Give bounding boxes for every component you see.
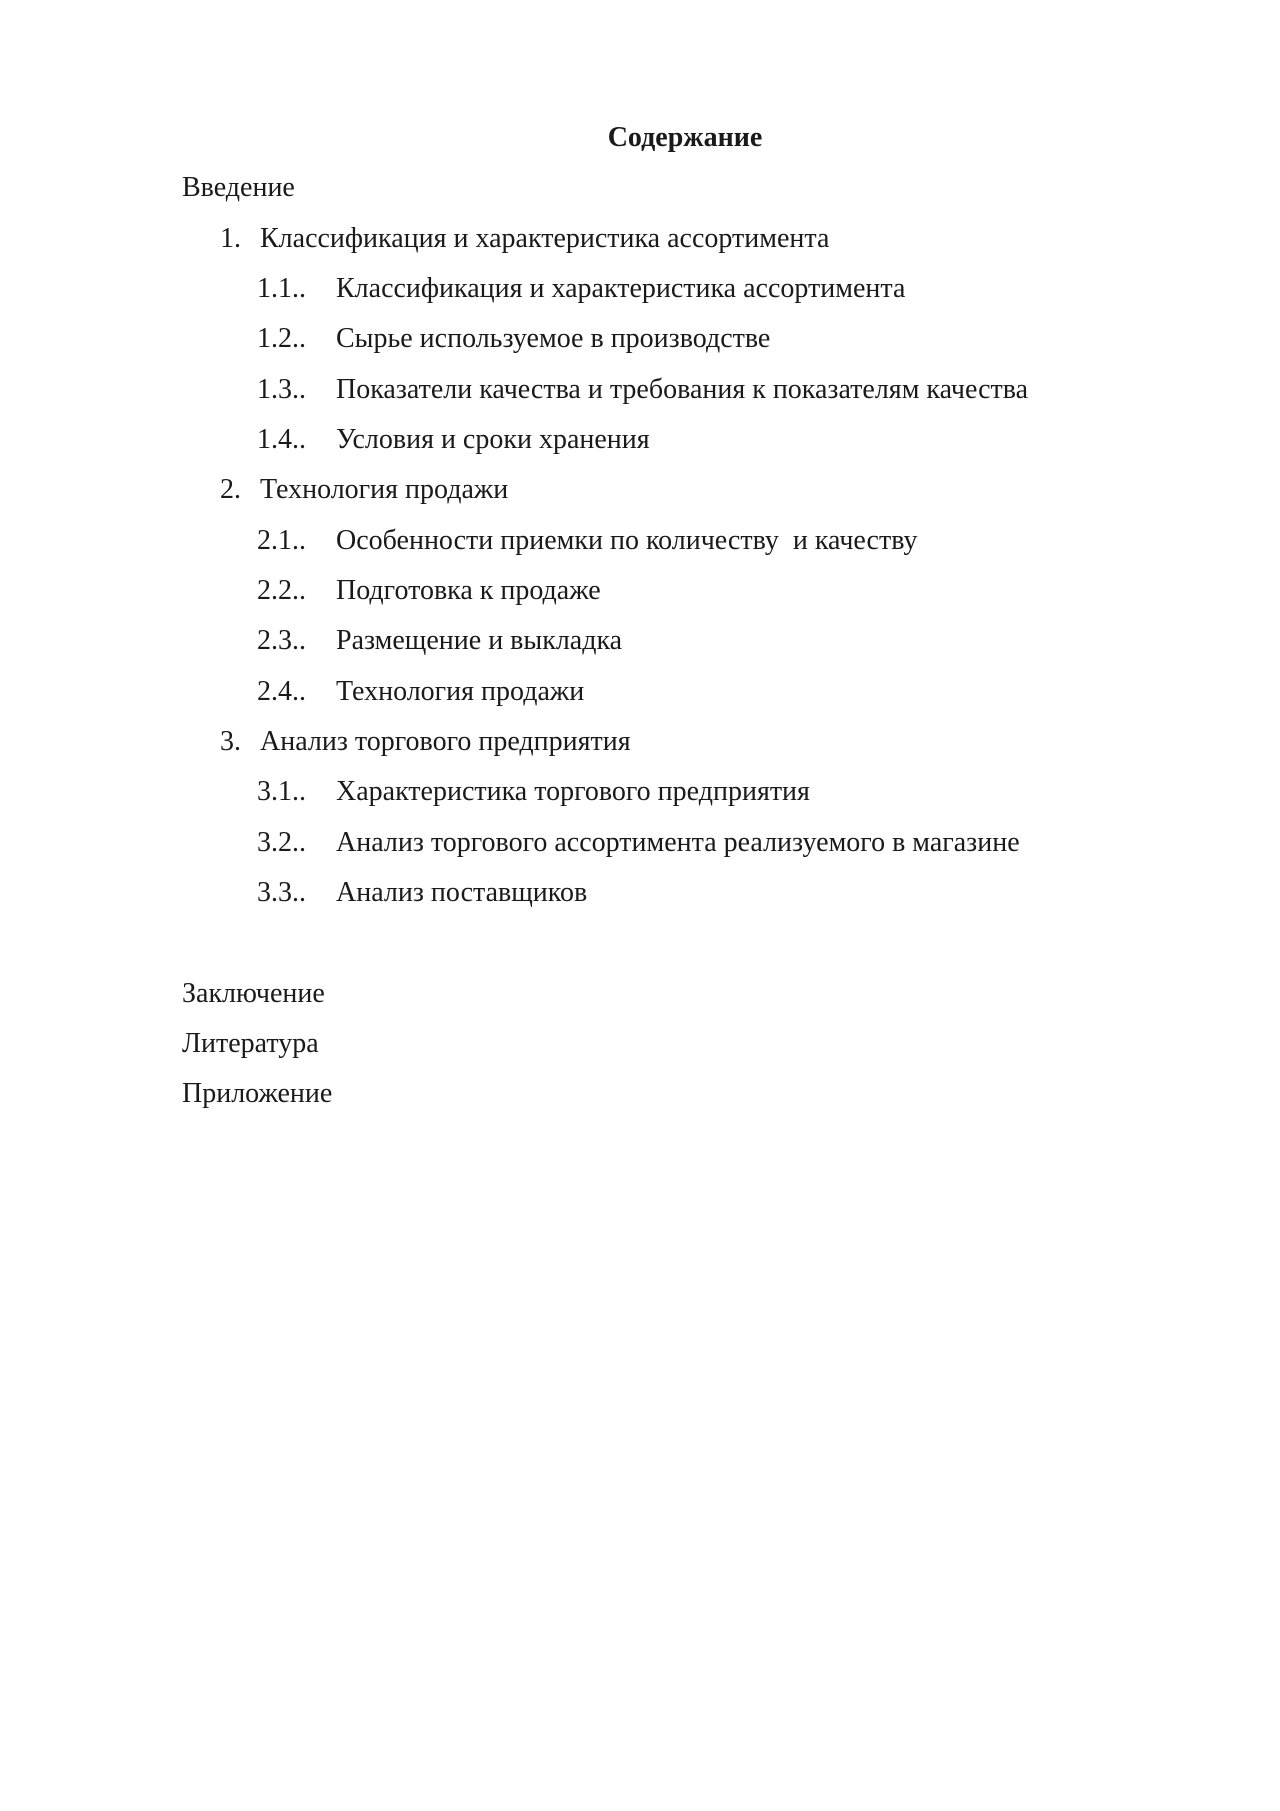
toc-subsection-label: Особенности приемки по количеству и качеству xyxy=(336,525,918,556)
toc-subsection-number: 3.1.. xyxy=(257,776,306,807)
toc-subsection-label: Показатели качества и требования к показателям качества xyxy=(336,374,1029,405)
toc-subsection-number: 2.4.. xyxy=(257,676,306,707)
toc-appendix: Приложение xyxy=(182,1078,333,1109)
toc-subsection-label: Классификация и характеристика ассортимента xyxy=(336,273,906,304)
toc-subsection-label: Характеристика торгового предприятия xyxy=(336,776,810,807)
toc-subsection-number: 1.2.. xyxy=(257,323,306,354)
toc-subsection-number: 2.3.. xyxy=(257,625,306,656)
toc-section-number: 3. xyxy=(220,726,241,757)
toc-subsection-number: 2.2.. xyxy=(257,575,306,606)
toc-subsection-label: Технология продажи xyxy=(336,676,585,707)
toc-subsection-number: 3.2.. xyxy=(257,827,306,858)
toc-section-label: Технология продажи xyxy=(260,474,509,505)
toc-conclusion: Заключение xyxy=(182,978,325,1009)
toc-title: Содержание xyxy=(607,122,763,153)
toc-literature: Литература xyxy=(182,1028,319,1059)
toc-subsection-number: 1.3.. xyxy=(257,374,306,405)
toc-subsection-number: 2.1.. xyxy=(257,525,306,556)
toc-subsection-label: Анализ торгового ассортимента реализуемого в магазине xyxy=(336,827,1020,858)
toc-section-label: Классификация и характеристика ассортимента xyxy=(260,223,830,254)
toc-subsection-label: Сырье используемое в производстве xyxy=(336,323,771,354)
toc-subsection-label: Анализ поставщиков xyxy=(336,877,588,908)
toc-subsection-number: 1.1.. xyxy=(257,273,306,304)
toc-section-number: 1. xyxy=(220,223,241,254)
toc-subsection-number: 1.4.. xyxy=(257,424,306,455)
toc-subsection-label: Подготовка к продаже xyxy=(336,575,601,606)
toc-intro: Введение xyxy=(182,172,295,203)
toc-subsection-label: Условия и сроки хранения xyxy=(336,424,650,455)
toc-section-number: 2. xyxy=(220,474,241,505)
toc-subsection-label: Размещение и выкладка xyxy=(336,625,623,656)
toc-section-label: Анализ торгового предприятия xyxy=(260,726,631,757)
toc-subsection-number: 3.3.. xyxy=(257,877,306,908)
